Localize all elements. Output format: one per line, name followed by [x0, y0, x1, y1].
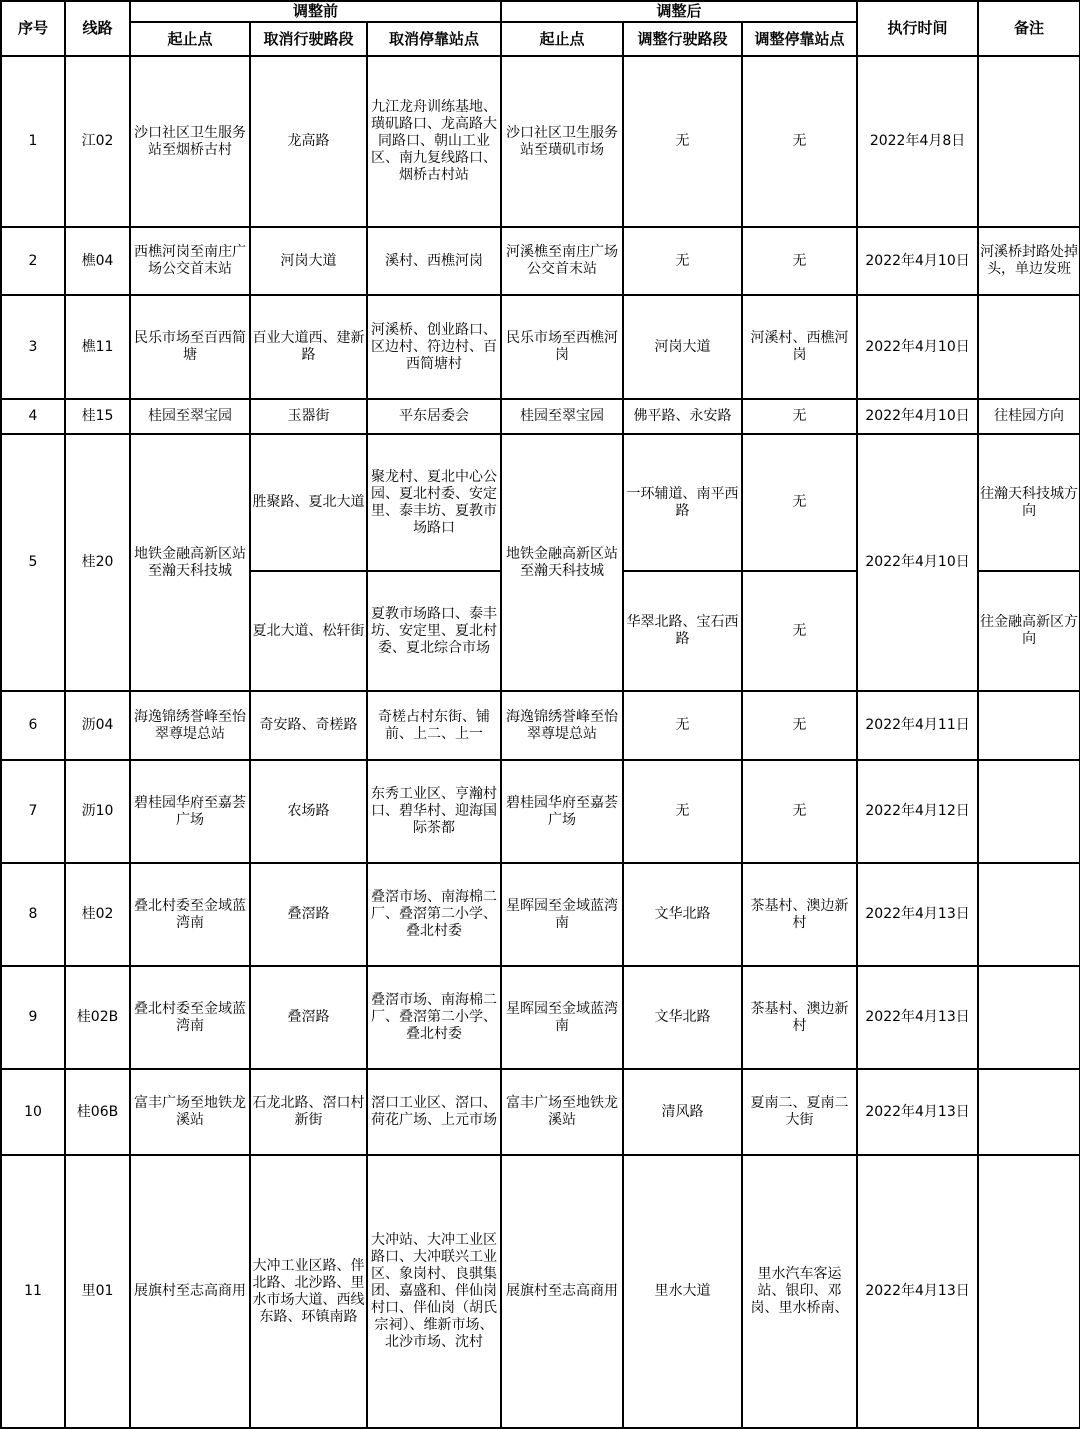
header-before-cancel-stops: 取消停靠站点: [367, 22, 501, 56]
cell-after-endpoints: 星晖园至金域蓝湾南: [501, 966, 623, 1069]
cell-before-cancel-stops: 滘口工业区、滘口、荷花广场、上元市场: [367, 1069, 501, 1155]
cell-after-road: 无: [623, 760, 742, 863]
cell-after-stops: 茶基村、澳边新村: [742, 966, 857, 1069]
cell-remark: 往桂园方向: [978, 399, 1080, 434]
header-after-endpoints: 起止点: [501, 22, 623, 56]
cell-before-cancel-stops: 叠滘市场、南海棉二厂、叠滘第二小学、叠北村委: [367, 966, 501, 1069]
table-row: [1, 399, 1080, 434]
table-row: [1, 56, 1080, 227]
cell-line: 樵04: [65, 227, 130, 295]
table-row: [1, 760, 1080, 863]
cell-seq: 10: [1, 1069, 65, 1155]
cell-exec-time: 2022年4月13日: [857, 1155, 978, 1428]
cell-after-stops: 里水汽车客运站、银印、邓岗、里水桥南、: [742, 1155, 857, 1428]
cell-after-road: 佛平路、永安路: [623, 399, 742, 434]
cell-before-cancel-stops: 聚龙村、夏北中心公园、夏北村委、安定里、泰丰坊、夏教市场路口: [367, 434, 501, 571]
cell-exec-time: 2022年4月10日: [857, 227, 978, 295]
header-seq: 序号: [1, 1, 65, 56]
cell-after-stops: 无: [742, 434, 857, 571]
cell-remark: 往瀚天科技城方向: [978, 434, 1080, 571]
cell-after-endpoints: 海逸锦绣誉峰至怡翠尊堤总站: [501, 691, 623, 760]
cell-before-endpoints: 叠北村委至金域蓝湾南: [130, 863, 250, 966]
cell-after-stops: 无: [742, 56, 857, 227]
cell-after-road: 河岗大道: [623, 295, 742, 399]
cell-line: 里01: [65, 1155, 130, 1428]
cell-seq: 2: [1, 227, 65, 295]
table-row: [1, 966, 1080, 1069]
header-after-road: 调整行驶路段: [623, 22, 742, 56]
cell-remark: [978, 966, 1080, 1069]
cell-after-road: 无: [623, 56, 742, 227]
cell-exec-time: 2022年4月13日: [857, 863, 978, 966]
header-after: 调整后: [501, 1, 857, 22]
cell-remark: 往金融高新区方向: [978, 571, 1080, 691]
header-before: 调整前: [130, 1, 501, 22]
cell-before-cancel-road: 叠滘路: [250, 966, 367, 1069]
cell-after-endpoints: 桂园至翠宝园: [501, 399, 623, 434]
cell-line: 桂02: [65, 863, 130, 966]
cell-seq: 6: [1, 691, 65, 760]
cell-after-road: 里水大道: [623, 1155, 742, 1428]
cell-line: 桂20: [65, 434, 130, 691]
cell-before-endpoints: 碧桂园华府至嘉荟广场: [130, 760, 250, 863]
cell-after-road: 华翠北路、宝石西路: [623, 571, 742, 691]
cell-line: 桂06B: [65, 1069, 130, 1155]
cell-before-cancel-stops: 溪村、西樵河岗: [367, 227, 501, 295]
cell-seq: 1: [1, 56, 65, 227]
cell-before-endpoints: 海逸锦绣誉峰至怡翠尊堤总站: [130, 691, 250, 760]
cell-seq: 5: [1, 434, 65, 691]
cell-after-road: 文华北路: [623, 966, 742, 1069]
cell-before-cancel-road: 叠滘路: [250, 863, 367, 966]
cell-before-endpoints: 西樵河岗至南庄广场公交首末站: [130, 227, 250, 295]
cell-seq: 3: [1, 295, 65, 399]
cell-after-road: 清风路: [623, 1069, 742, 1155]
cell-before-endpoints: 富丰广场至地铁龙溪站: [130, 1069, 250, 1155]
cell-before-cancel-stops: 奇槎占村东街、铺前、上二、上一: [367, 691, 501, 760]
cell-exec-time: 2022年4月12日: [857, 760, 978, 863]
table-row: [1, 227, 1080, 295]
cell-after-endpoints: 展旗村至志高商用: [501, 1155, 623, 1428]
cell-after-road: 无: [623, 227, 742, 295]
cell-line: 樵11: [65, 295, 130, 399]
cell-remark: [978, 1069, 1080, 1155]
cell-remark: [978, 295, 1080, 399]
cell-remark: [978, 1155, 1080, 1428]
header-remark: 备注: [978, 1, 1080, 56]
cell-before-cancel-road: 奇安路、奇槎路: [250, 691, 367, 760]
cell-line: 桂15: [65, 399, 130, 434]
cell-after-stops: 无: [742, 691, 857, 760]
cell-before-cancel-stops: 平东居委会: [367, 399, 501, 434]
cell-after-endpoints: 民乐市场至西樵河岗: [501, 295, 623, 399]
cell-after-endpoints: 沙口社区卫生服务站至璜矶市场: [501, 56, 623, 227]
cell-after-stops: 茶基村、澳边新村: [742, 863, 857, 966]
cell-seq: 8: [1, 863, 65, 966]
table-row: [1, 295, 1080, 399]
cell-before-cancel-road: 石龙北路、滘口村新街: [250, 1069, 367, 1155]
header-before-cancel-road: 取消行驶路段: [250, 22, 367, 56]
cell-after-road: 一环辅道、南平西路: [623, 434, 742, 571]
table-row: [1, 434, 1080, 571]
cell-exec-time: 2022年4月13日: [857, 1069, 978, 1155]
cell-exec-time: 2022年4月10日: [857, 295, 978, 399]
table-row: [1, 691, 1080, 760]
cell-after-stops: 无: [742, 227, 857, 295]
cell-seq: 4: [1, 399, 65, 434]
cell-exec-time: 2022年4月11日: [857, 691, 978, 760]
cell-seq: 9: [1, 966, 65, 1069]
cell-before-cancel-stops: 大冲站、大冲工业区路口、大冲联兴工业区、象岗村、良骐集团、嘉盛和、伴仙岗村口、伴仙岗（胡氏宗祠）、维新市场、北沙市场、沈村: [367, 1155, 501, 1428]
cell-after-endpoints: 河溪樵至南庄广场公交首末站: [501, 227, 623, 295]
cell-after-road: 无: [623, 691, 742, 760]
cell-after-stops: 无: [742, 399, 857, 434]
cell-before-endpoints: 民乐市场至百西简塘: [130, 295, 250, 399]
cell-before-endpoints: 展旗村至志高商用: [130, 1155, 250, 1428]
cell-after-stops: 无: [742, 571, 857, 691]
header-exec-time: 执行时间: [857, 1, 978, 56]
cell-remark: 河溪桥封路处掉头，单边发班: [978, 227, 1080, 295]
cell-before-cancel-road: 胜聚路、夏北大道: [250, 434, 367, 571]
cell-after-road: 文华北路: [623, 863, 742, 966]
cell-before-cancel-stops: 夏教市场路口、泰丰坊、安定里、夏北村委、夏北综合市场: [367, 571, 501, 691]
header-before-endpoints: 起止点: [130, 22, 250, 56]
cell-before-cancel-road: 夏北大道、松轩街: [250, 571, 367, 691]
header-line: 线路: [65, 1, 130, 56]
cell-after-endpoints: 地铁金融高新区站至瀚天科技城: [501, 434, 623, 691]
cell-line: 江02: [65, 56, 130, 227]
cell-before-cancel-road: 百业大道西、建新路: [250, 295, 367, 399]
cell-exec-time: 2022年4月13日: [857, 966, 978, 1069]
cell-before-cancel-road: 龙高路: [250, 56, 367, 227]
header-after-stops: 调整停靠站点: [742, 22, 857, 56]
cell-remark: [978, 56, 1080, 227]
cell-before-cancel-road: 农场路: [250, 760, 367, 863]
cell-exec-time: 2022年4月10日: [857, 399, 978, 434]
cell-after-endpoints: 富丰广场至地铁龙溪站: [501, 1069, 623, 1155]
cell-after-stops: 夏南二、夏南二大街: [742, 1069, 857, 1155]
cell-before-cancel-stops: 九江龙舟训练基地、璜矶路口、龙高路大同路口、朝山工业区、南九复线路口、烟桥古村站: [367, 56, 501, 227]
cell-before-cancel-stops: 河溪桥、创业路口、区边村、符边村、百西简塘村: [367, 295, 501, 399]
cell-before-cancel-stops: 叠滘市场、南海棉二厂、叠滘第二小学、叠北村委: [367, 863, 501, 966]
cell-remark: [978, 863, 1080, 966]
cell-line: 沥04: [65, 691, 130, 760]
table-row: [1, 1155, 1080, 1428]
cell-before-cancel-stops: 东秀工业区、亨瀚村口、碧华村、迎海国际茶都: [367, 760, 501, 863]
cell-before-endpoints: 桂园至翠宝园: [130, 399, 250, 434]
table-row: [1, 1069, 1080, 1155]
cell-remark: [978, 691, 1080, 760]
cell-before-cancel-road: 大冲工业区路、伴北路、北沙路、里水市场大道、西线东路、环镇南路: [250, 1155, 367, 1428]
cell-exec-time: 2022年4月8日: [857, 56, 978, 227]
cell-line: 桂02B: [65, 966, 130, 1069]
cell-after-stops: 无: [742, 760, 857, 863]
cell-before-endpoints: 叠北村委至金域蓝湾南: [130, 966, 250, 1069]
cell-before-cancel-road: 玉器街: [250, 399, 367, 434]
cell-after-endpoints: 碧桂园华府至嘉荟广场: [501, 760, 623, 863]
cell-seq: 11: [1, 1155, 65, 1428]
cell-seq: 7: [1, 760, 65, 863]
cell-after-stops: 河溪村、西樵河岗: [742, 295, 857, 399]
cell-before-endpoints: 地铁金融高新区站至瀚天科技城: [130, 434, 250, 691]
table-row: [1, 863, 1080, 966]
cell-exec-time: 2022年4月10日: [857, 434, 978, 691]
cell-before-endpoints: 沙口社区卫生服务站至烟桥古村: [130, 56, 250, 227]
cell-after-endpoints: 星晖园至金域蓝湾南: [501, 863, 623, 966]
cell-remark: [978, 760, 1080, 863]
cell-before-cancel-road: 河岗大道: [250, 227, 367, 295]
cell-line: 沥10: [65, 760, 130, 863]
